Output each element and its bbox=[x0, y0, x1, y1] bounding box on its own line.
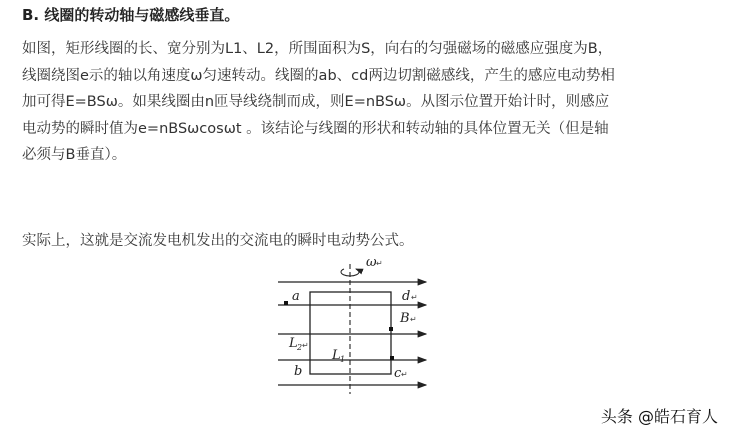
paragraph-line: 加可得E=BSω。如果线圈由n匝导线绕制而成，则E=nBSω。从图示位置开始计时，则感应 bbox=[22, 94, 610, 111]
return-mark: ↵ bbox=[302, 341, 309, 350]
return-mark: ↵ bbox=[401, 370, 408, 379]
return-mark: ↵ bbox=[410, 315, 417, 324]
omega-label: ω bbox=[366, 255, 377, 270]
paragraph-line: 线圈绕图e示的轴以角速度ω匀速转动。线圈的ab、cd两边切割磁感线，产生的感应电动势相 bbox=[22, 67, 615, 84]
corner-d-label: d bbox=[402, 289, 411, 304]
section-heading: B. 线圈的转动轴与磁感线垂直。 bbox=[22, 6, 240, 24]
return-mark: ↵ bbox=[376, 259, 383, 268]
field-b-label: B bbox=[400, 311, 410, 326]
corner-a-label: a bbox=[292, 289, 300, 304]
side-l2-subscript: 2 bbox=[297, 343, 303, 352]
corner-c-label: c bbox=[394, 366, 402, 381]
side-l1-subscript: 1 bbox=[340, 355, 346, 364]
terminal-mark bbox=[390, 356, 394, 360]
paragraph-line: 必须与B垂直）。 bbox=[22, 147, 127, 164]
corner-b-label: b bbox=[294, 364, 303, 379]
side-l1-label: L bbox=[332, 348, 341, 363]
body-paragraph bbox=[22, 36, 718, 169]
return-mark: ↵ bbox=[411, 293, 418, 302]
terminal-mark bbox=[284, 301, 288, 305]
terminal-mark bbox=[389, 327, 393, 331]
paragraph-line: 电动势的瞬时值为e=nBSωcosωt 。该结论与线圈的形状和转动轴的具体位置无关（但是轴 bbox=[22, 120, 609, 137]
body-paragraph-2: 实际上，这就是交流发电机发出的交流电的瞬时电动势公式。 bbox=[22, 233, 414, 249]
watermark: 头条 @皓石育人 bbox=[600, 407, 718, 426]
coil-diagram-svg bbox=[270, 254, 440, 394]
coil-diagram bbox=[270, 254, 440, 394]
side-l2-label: L bbox=[289, 336, 298, 351]
paragraph-line: 如图，矩形线圈的长、宽分别为L1、L2，所围面积为S，向右的匀强磁场的磁感应强度为B， bbox=[22, 41, 613, 57]
